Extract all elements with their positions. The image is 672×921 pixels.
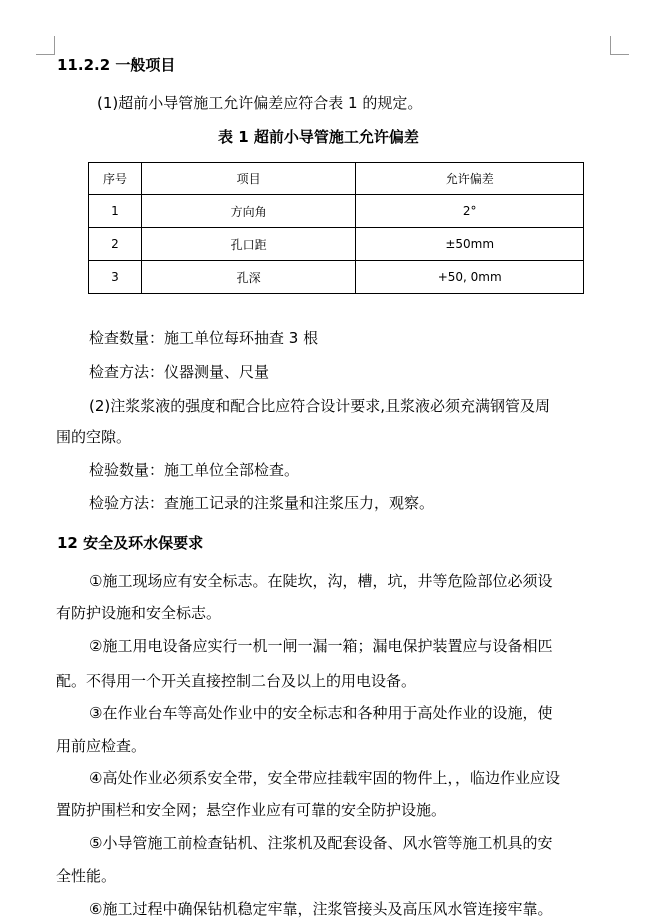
safety-line: 置防护围栏和安全网；悬空作业应有可靠的安全防护设施。 [56, 801, 447, 819]
inspection-quantity-1: 检查数量：施工单位每环抽查 3 根 [89, 329, 319, 347]
safety-line: ①施工现场应有安全标志。在陡坎，沟，槽，坑，井等危险部位必须设 [89, 572, 553, 590]
safety-line: 全性能。 [56, 867, 117, 885]
item-2-line-2: 围的空隙。 [56, 428, 132, 446]
crop-mark-top-left [36, 36, 55, 55]
cell-index: 3 [89, 261, 142, 294]
header-cell-tolerance: 允许偏差 [356, 163, 584, 195]
safety-line: ④高处作业必须系安全带，安全带应挂载牢固的物件上，，临边作业应设 [89, 769, 560, 787]
safety-line: ③在作业台车等高处作业中的安全标志和各种用于高处作业的设施，使 [89, 704, 553, 722]
item-1-text: (1)超前小导管施工允许偏差应符合表 1 的规定。 [97, 94, 423, 112]
cell-tolerance: ±50mm [356, 228, 584, 261]
cell-tolerance: +50, 0mm [356, 261, 584, 294]
safety-line: 有防护设施和安全标志。 [56, 604, 222, 622]
header-cell-index: 序号 [89, 163, 142, 195]
crop-mark-top-right [610, 36, 629, 55]
table-row [89, 261, 584, 294]
section-heading-12: 12 安全及环水保要求 [57, 534, 204, 552]
table-header-row [89, 163, 584, 195]
safety-line: 用前应检查。 [56, 737, 147, 755]
item-2-line-1: (2)注浆浆液的强度和配合比应符合设计要求,且浆液必须充满钢管及周 [89, 397, 551, 415]
cell-tolerance: 2° [356, 195, 584, 228]
cell-item: 方向角 [141, 195, 356, 228]
safety-line: 配。不得用一个开关直接控制二台及以上的用电设备。 [56, 672, 417, 690]
safety-line: ⑥施工过程中确保钻机稳定牢靠，注浆管接头及高压风水管连接牢靠。 [89, 900, 553, 918]
inspection-quantity-2: 检验数量：施工单位全部检查。 [89, 461, 300, 479]
cell-index: 1 [89, 195, 142, 228]
section-heading-11-2-2: 11.2.2 一般项目 [57, 56, 176, 74]
inspection-method-2: 检验方法：查施工记录的注浆量和注浆压力，观察。 [89, 494, 435, 512]
header-cell-item: 项目 [141, 163, 356, 195]
table-row [89, 195, 584, 228]
tolerance-table [88, 162, 584, 294]
table-caption: 表 1 超前小导管施工允许偏差 [218, 128, 419, 146]
cell-item: 孔口距 [141, 228, 356, 261]
table-row [89, 228, 584, 261]
cell-item: 孔深 [141, 261, 356, 294]
safety-line: ②施工用电设备应实行一机一闸一漏一箱；漏电保护装置应与设备相匹 [89, 637, 553, 655]
cell-index: 2 [89, 228, 142, 261]
safety-line: ⑤小导管施工前检查钻机、注浆机及配套设备、风水管等施工机具的安 [89, 834, 553, 852]
inspection-method-1: 检查方法：仪器测量、尺量 [89, 363, 270, 381]
